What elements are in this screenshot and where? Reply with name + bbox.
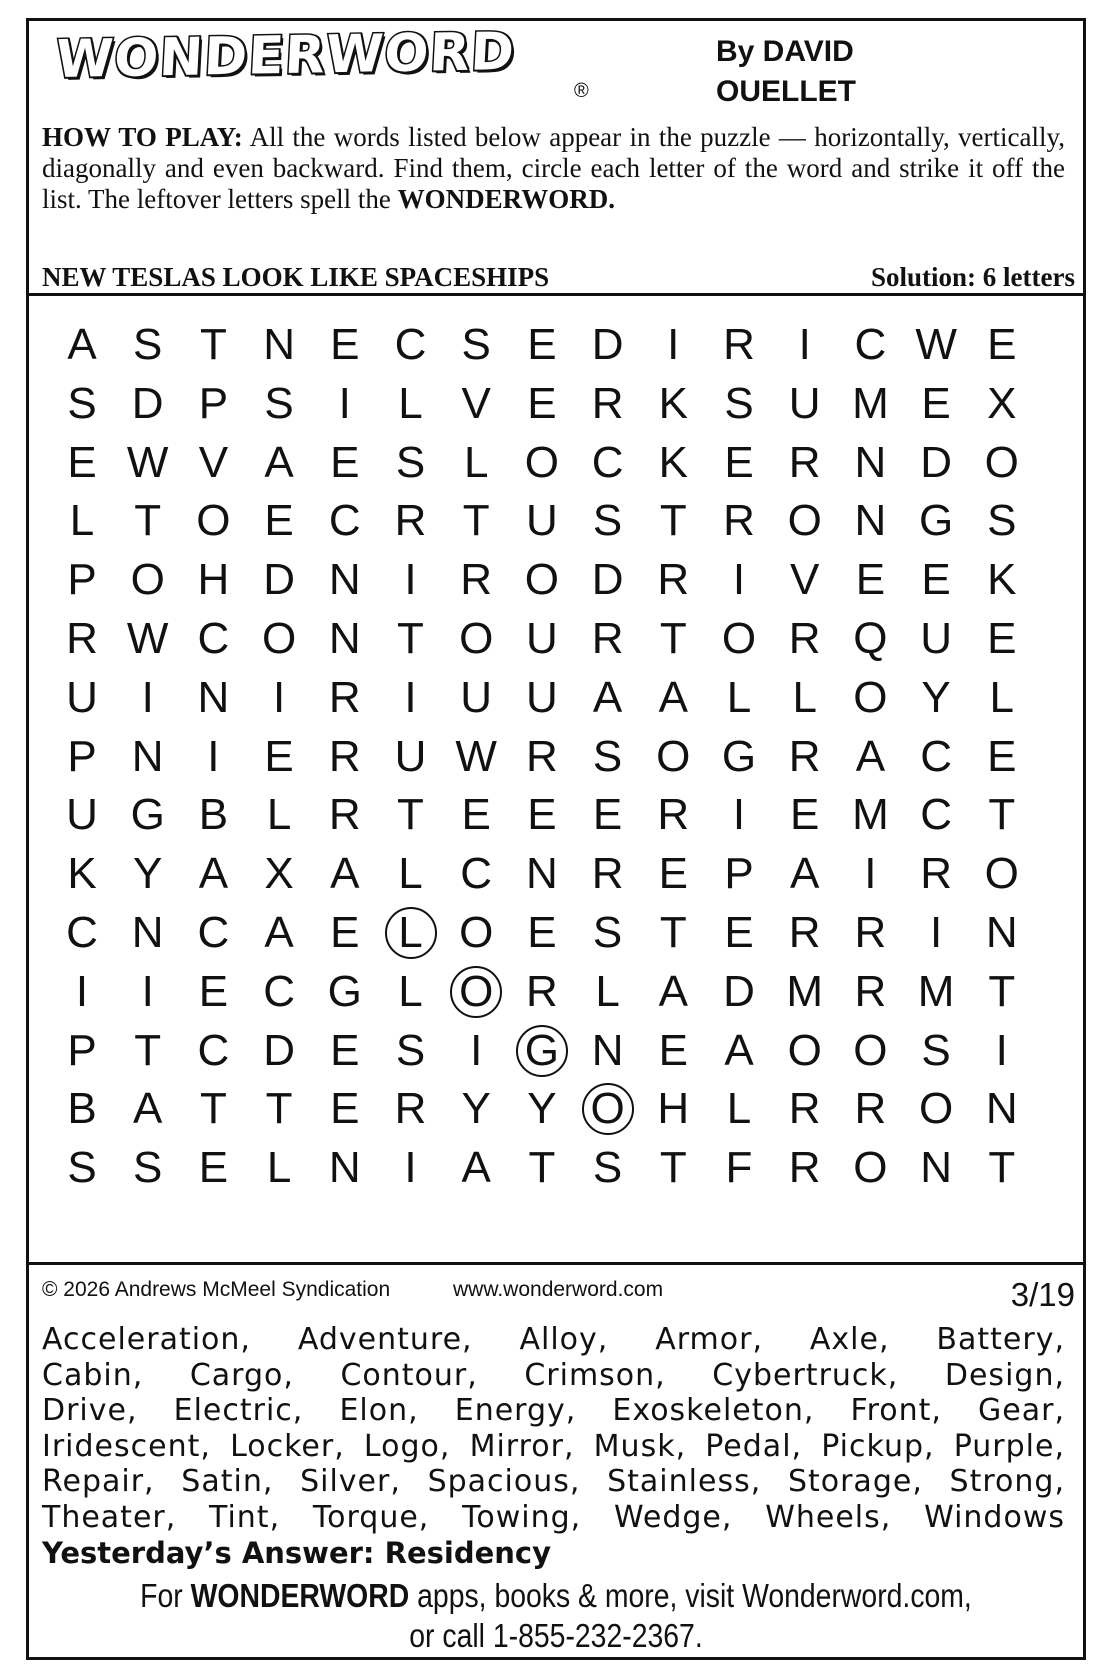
grid-letter[interactable]: E — [790, 790, 820, 840]
grid-letter[interactable]: G — [721, 731, 757, 781]
grid-letter[interactable]: W — [915, 320, 957, 369]
grid-letter[interactable]: D — [263, 555, 295, 605]
grid-letter[interactable]: T — [397, 614, 424, 663]
grid-letter[interactable]: I — [667, 320, 680, 369]
grid-letter[interactable]: C — [197, 614, 230, 663]
grid-letter[interactable]: C — [920, 731, 952, 781]
grid-letter[interactable]: C — [591, 437, 624, 487]
grid-letter[interactable]: E — [527, 378, 557, 428]
grid-letter[interactable]: R — [460, 555, 493, 605]
grid-letter[interactable]: E — [987, 731, 1017, 781]
grid-letter[interactable]: N — [920, 1143, 952, 1193]
grid-letter[interactable]: E — [67, 437, 97, 487]
grid-letter[interactable]: A — [724, 1025, 754, 1075]
grid-letter[interactable]: P — [67, 731, 97, 781]
grid-letter[interactable]: U — [66, 790, 98, 840]
grid-letter[interactable]: C — [920, 790, 952, 840]
grid-letter[interactable]: O — [261, 614, 297, 663]
solution-label: Solution: 6 letters — [871, 262, 1075, 292]
grid-letter[interactable]: A — [658, 672, 688, 722]
grid-letter[interactable]: R — [591, 849, 624, 899]
word-list-line: Iridescent, Locker, Logo, Mirror, Musk, Pedal, Pickup, Purple, — [42, 1428, 1065, 1464]
grid-letter[interactable]: I — [141, 966, 154, 1016]
grid-letter[interactable]: C — [854, 320, 887, 369]
grid-letter[interactable]: R — [328, 790, 361, 840]
grid-letter[interactable]: C — [394, 320, 427, 369]
grid-letter[interactable]: E — [592, 790, 623, 840]
grid-letter[interactable]: D — [591, 320, 624, 369]
grid-letter[interactable]: I — [272, 672, 286, 722]
grid-letter[interactable]: E — [330, 1084, 360, 1134]
grid-letter[interactable]: E — [198, 966, 229, 1016]
grid-letter[interactable]: V — [198, 437, 229, 487]
grid-letter[interactable]: U — [526, 614, 558, 663]
grid-letter[interactable]: S — [592, 908, 623, 957]
grid-letter[interactable]: E — [987, 614, 1017, 663]
grid-letter[interactable]: U — [526, 672, 558, 722]
grid-letter[interactable]: R — [788, 731, 821, 781]
grid-letter[interactable]: N — [854, 496, 887, 546]
grid-letter[interactable]: O — [590, 1084, 625, 1134]
grid-letter[interactable]: E — [198, 1143, 229, 1193]
grid-letter[interactable]: S — [987, 496, 1017, 546]
promo-line-1 — [100, 1576, 1012, 1616]
how-to-play — [42, 122, 1065, 215]
grid-letter[interactable]: I — [732, 555, 746, 605]
grid-letter[interactable]: B — [198, 790, 229, 840]
word-list-line: Theater, Tint, Torque, Towing, Wedge, Wheels, Windows — [42, 1499, 1065, 1535]
grid-letter[interactable]: R — [394, 1084, 427, 1134]
grid-letter[interactable]: E — [658, 849, 688, 899]
grid-letter[interactable]: N — [131, 731, 164, 781]
grid-letter[interactable]: I — [404, 1143, 417, 1193]
grid-letter[interactable]: S — [592, 496, 623, 546]
grid-letter[interactable]: M — [852, 790, 889, 840]
grid-letter[interactable]: T — [199, 1084, 227, 1134]
grid-letter[interactable]: E — [527, 908, 557, 957]
grid-letter[interactable]: N — [328, 1143, 361, 1193]
grid-letter[interactable]: E — [264, 496, 294, 546]
grid-letter[interactable]: S — [461, 320, 491, 369]
word-list-line: Cabin, Cargo, Contour, Crimson, Cybertruck, Design, — [42, 1357, 1065, 1393]
grid-letter[interactable]: S — [921, 1025, 951, 1075]
grid-letter[interactable]: E — [330, 437, 360, 487]
grid-letter[interactable]: T — [659, 908, 687, 957]
grid-letter[interactable]: A — [592, 672, 623, 722]
word-list-line: Drive, Electric, Elon, Energy, Exoskeleton, Front, Gear, — [42, 1393, 1065, 1428]
grid-letter[interactable]: E — [527, 320, 557, 369]
grid-letter[interactable]: N — [985, 908, 1018, 957]
grid-letter[interactable]: T — [988, 966, 1016, 1016]
grid-letter[interactable]: X — [264, 849, 294, 899]
grid-letter[interactable]: P — [198, 378, 229, 428]
grid-letter[interactable]: A — [461, 1143, 491, 1193]
how-to-play-body: All the words listed below appear in the puzzle — horizontally, vertically, diagonally and even backward. Find them, circle each letter of the word and strike it off the list. The leftover letters spell the — [42, 122, 1065, 214]
how-to-play-tail: WONDERWORD. — [397, 184, 615, 214]
grid-letter[interactable]: O — [918, 1084, 954, 1134]
grid-letter[interactable]: P — [724, 849, 754, 899]
grid-letter[interactable]: R — [394, 496, 427, 546]
grid-letter[interactable]: R — [526, 966, 558, 1016]
grid-letter[interactable]: H — [197, 555, 230, 605]
grid-letter[interactable]: R — [854, 908, 887, 957]
grid-letter[interactable]: G — [130, 790, 165, 840]
grid-letter[interactable]: M — [917, 966, 955, 1016]
grid-letter[interactable]: O — [853, 672, 888, 722]
letter-grid — [28, 310, 1084, 1262]
grid-letter[interactable]: S — [395, 437, 426, 487]
grid-letter[interactable]: N — [591, 1025, 624, 1075]
grid-letter[interactable]: L — [726, 1084, 752, 1134]
byline: By DAVID OUELLET — [716, 35, 856, 108]
grid-letter[interactable]: O — [459, 966, 494, 1016]
grid-letter[interactable]: D — [920, 437, 952, 487]
grid-letter[interactable]: E — [724, 437, 754, 487]
grid-letter[interactable]: O — [196, 496, 231, 546]
grid-letter[interactable]: L — [398, 849, 423, 899]
wonderword-logo: WONDERWORD — [54, 22, 517, 90]
grid-letter[interactable]: N — [985, 1084, 1018, 1134]
puzzle-theme: NEW TESLAS LOOK LIKE SPACESHIPS — [42, 262, 550, 292]
grid-letter[interactable]: K — [658, 437, 688, 487]
grid-letter[interactable]: I — [338, 378, 351, 428]
grid-letter[interactable]: U — [66, 672, 98, 722]
grid-letter[interactable]: O — [787, 496, 822, 546]
grid-letter[interactable]: M — [786, 966, 824, 1016]
grid-letter[interactable]: E — [987, 320, 1017, 369]
grid-letter[interactable]: U — [920, 614, 952, 663]
grid-letter[interactable]: O — [524, 437, 559, 487]
grid-letter[interactable]: R — [591, 614, 624, 663]
grid-letter[interactable]: E — [527, 790, 557, 840]
grid-letter[interactable]: U — [460, 672, 493, 722]
grid-letter[interactable]: T — [397, 790, 424, 840]
website: www.wonderword.com — [453, 1278, 664, 1301]
grid-letter[interactable]: N — [131, 908, 164, 957]
grid-letter[interactable]: I — [929, 908, 943, 957]
grid-letter[interactable]: E — [658, 1025, 688, 1075]
grid-letter[interactable]: E — [330, 320, 360, 369]
grid-letter[interactable]: O — [984, 849, 1019, 899]
promo-text — [100, 1576, 1012, 1656]
grid-letter[interactable]: I — [470, 1025, 483, 1075]
grid-letter[interactable]: L — [989, 672, 1015, 722]
grid-letter[interactable]: S — [592, 731, 623, 781]
grid-letter[interactable]: Y — [133, 849, 163, 899]
grid-letter[interactable]: T — [988, 790, 1016, 840]
grid-letter[interactable]: R — [788, 1084, 821, 1134]
grid-letter[interactable]: N — [197, 672, 230, 722]
grid-letter[interactable]: N — [526, 849, 558, 899]
grid-letter[interactable]: L — [792, 672, 817, 722]
grid-letter[interactable]: D — [723, 966, 755, 1016]
grid-letter[interactable]: L — [69, 496, 95, 546]
grid-letter[interactable]: C — [66, 908, 98, 957]
grid-letter[interactable]: D — [263, 1025, 295, 1075]
grid-letter[interactable]: C — [263, 966, 295, 1016]
grid-letter[interactable]: A — [67, 320, 97, 369]
grid-letter[interactable]: A — [790, 849, 820, 899]
grid-letter[interactable]: O — [853, 1143, 888, 1193]
grid-letter[interactable]: N — [328, 555, 361, 605]
grid-letter[interactable]: I — [404, 555, 417, 605]
grid-letter[interactable]: L — [398, 966, 423, 1016]
grid-letter[interactable]: W — [455, 731, 497, 781]
grid-letter[interactable]: N — [328, 614, 361, 663]
grid-letter[interactable]: I — [798, 320, 811, 369]
grid-letter[interactable]: S — [67, 378, 97, 428]
grid-letter[interactable]: R — [723, 496, 755, 546]
grid-letter[interactable]: H — [657, 1084, 690, 1134]
grid-letter[interactable]: A — [658, 966, 688, 1016]
grid-letter[interactable]: I — [404, 672, 417, 722]
grid-letter[interactable]: C — [328, 496, 361, 546]
grid-letter[interactable]: R — [657, 790, 690, 840]
grid-letter[interactable]: R — [788, 614, 821, 663]
grid-letter[interactable]: T — [659, 1143, 687, 1193]
grid-letter[interactable]: A — [198, 849, 229, 899]
grid-letter[interactable]: E — [330, 1025, 360, 1075]
grid-letter[interactable]: I — [864, 849, 877, 899]
grid-letter[interactable]: Y — [461, 1084, 491, 1134]
grid-letter[interactable]: K — [658, 378, 688, 428]
grid-letter[interactable]: D — [131, 378, 164, 428]
grid-letter[interactable]: T — [462, 496, 490, 546]
grid-letter[interactable]: L — [595, 966, 620, 1016]
grid-letter[interactable]: O — [984, 437, 1019, 487]
grid-letter[interactable]: V — [790, 555, 820, 605]
grid-letter[interactable]: O — [721, 614, 757, 663]
divider-bottom — [26, 1262, 1086, 1265]
how-to-play-lead: HOW TO PLAY: — [42, 122, 243, 152]
grid-letter[interactable]: S — [133, 320, 163, 369]
grid-letter[interactable]: Q — [853, 614, 888, 663]
grid-letter[interactable]: G — [918, 496, 954, 546]
grid-letter[interactable]: M — [852, 378, 889, 428]
grid-letter[interactable]: D — [591, 555, 624, 605]
promo-brand: WONDERWORD — [190, 1577, 410, 1614]
divider-top — [26, 293, 1086, 296]
grid-letter[interactable]: R — [854, 1084, 887, 1134]
grid-letter[interactable]: E — [330, 908, 360, 957]
grid-letter[interactable]: T — [659, 614, 687, 663]
grid-letter[interactable]: E — [921, 555, 951, 605]
grid-letter[interactable]: A — [133, 1084, 163, 1134]
grid-letter[interactable]: K — [67, 849, 97, 899]
grid-letter[interactable]: T — [134, 1025, 162, 1075]
grid-letter[interactable]: S — [724, 378, 754, 428]
grid-letter[interactable]: N — [263, 320, 295, 369]
puzzle-date: 3/19 — [1010, 1276, 1075, 1313]
grid-letter[interactable]: U — [394, 731, 427, 781]
grid-letter[interactable]: L — [463, 437, 489, 487]
grid-letter[interactable]: T — [134, 496, 162, 546]
grid-letter[interactable]: I — [732, 790, 746, 840]
grid-letter[interactable]: A — [264, 437, 294, 487]
promo-line-2: or call 1-855-232-2367. — [409, 1617, 703, 1654]
grid-letter[interactable]: O — [524, 555, 559, 605]
grid-letter[interactable]: Y — [527, 1084, 557, 1134]
grid-letter[interactable]: A — [855, 731, 886, 781]
grid-letter[interactable]: E — [724, 908, 754, 957]
grid-letter[interactable]: W — [126, 614, 169, 663]
grid-letter[interactable]: T — [528, 1143, 556, 1193]
grid-letter[interactable]: Y — [921, 672, 951, 722]
copyright: © 2026 Andrews McMeel Syndication — [42, 1278, 391, 1301]
grid-letter[interactable]: X — [987, 378, 1017, 428]
grid-letter[interactable]: R — [723, 320, 755, 369]
grid-letter[interactable]: G — [524, 1025, 559, 1075]
word-list-line: Acceleration, Adventure, Alloy, Armor, Axle, Battery, — [42, 1322, 1065, 1357]
grid-letter[interactable]: L — [398, 378, 423, 428]
grid-letter[interactable]: P — [67, 555, 97, 605]
grid-letter[interactable]: W — [126, 437, 169, 487]
grid-letter[interactable]: K — [987, 555, 1017, 605]
grid-letter[interactable]: R — [788, 908, 821, 957]
grid-letter[interactable]: L — [726, 672, 752, 722]
grid-letter[interactable]: I — [207, 731, 220, 781]
grid-letter[interactable]: S — [133, 1143, 163, 1193]
grid-letter[interactable]: G — [327, 966, 362, 1016]
grid-letter[interactable]: V — [461, 378, 491, 428]
grid-letter[interactable]: O — [130, 555, 165, 605]
grid-letter[interactable]: U — [788, 378, 821, 428]
grid-letter[interactable]: E — [921, 378, 951, 428]
grid-letter[interactable]: C — [197, 1025, 230, 1075]
grid-letter[interactable]: R — [66, 614, 98, 663]
grid-letter[interactable]: T — [265, 1084, 293, 1134]
grid-letter[interactable]: R — [788, 1143, 821, 1193]
grid-letter[interactable]: L — [266, 1143, 292, 1193]
grid-letter[interactable]: E — [264, 731, 294, 781]
grid-letter[interactable]: I — [141, 672, 154, 722]
grid-letter[interactable]: L — [266, 790, 292, 840]
grid-letter[interactable]: T — [988, 1143, 1016, 1193]
grid-letter[interactable]: I — [995, 1025, 1008, 1075]
grid-letter[interactable]: S — [264, 378, 294, 428]
grid-letter[interactable]: A — [264, 908, 294, 957]
grid-letter[interactable]: S — [395, 1025, 426, 1075]
grid-letter[interactable]: F — [725, 1143, 753, 1193]
grid-letter[interactable]: P — [67, 1025, 97, 1075]
grid-letter[interactable]: R — [854, 966, 887, 1016]
grid-letter[interactable]: O — [853, 1025, 888, 1075]
grid-letter[interactable]: R — [788, 437, 821, 487]
grid-letter[interactable]: O — [656, 731, 691, 781]
grid-letter[interactable]: O — [459, 908, 494, 957]
grid-letter[interactable]: R — [657, 555, 690, 605]
grid-letter[interactable]: N — [854, 437, 887, 487]
grid-letter[interactable]: L — [398, 908, 423, 957]
word-list — [42, 1322, 1065, 1535]
grid-letter[interactable]: R — [591, 378, 624, 428]
grid-letter[interactable]: C — [197, 908, 230, 957]
grid-letter[interactable]: S — [67, 1143, 97, 1193]
word-list-line: Repair, Satin, Silver, Spacious, Stainless, Storage, Strong, — [42, 1464, 1065, 1499]
grid-letter[interactable]: O — [787, 1025, 822, 1075]
grid-letter[interactable]: R — [328, 672, 361, 722]
promo-post: apps, books & more, visit Wonderword.com, — [409, 1577, 972, 1614]
yesterdays-answer: Yesterday’s Answer: Residency — [42, 1536, 551, 1570]
grid-letter[interactable]: E — [855, 555, 886, 605]
grid-letter[interactable]: A — [330, 849, 360, 899]
grid-letter[interactable]: S — [592, 1143, 623, 1193]
grid-letter[interactable]: E — [461, 790, 491, 840]
grid-letter[interactable]: C — [460, 849, 493, 899]
grid-letter[interactable]: U — [526, 496, 558, 546]
grid-letter[interactable]: T — [659, 496, 687, 546]
grid-letter[interactable]: I — [75, 966, 89, 1016]
grid-letter[interactable]: B — [67, 1084, 97, 1134]
grid-letter[interactable]: R — [920, 849, 952, 899]
grid-letter[interactable]: R — [526, 731, 558, 781]
grid-letter[interactable]: T — [199, 320, 227, 369]
promo-pre: For — [140, 1577, 191, 1614]
registered-mark: ® — [574, 80, 589, 102]
grid-letter[interactable]: R — [328, 731, 361, 781]
grid-letter[interactable]: O — [459, 614, 494, 663]
